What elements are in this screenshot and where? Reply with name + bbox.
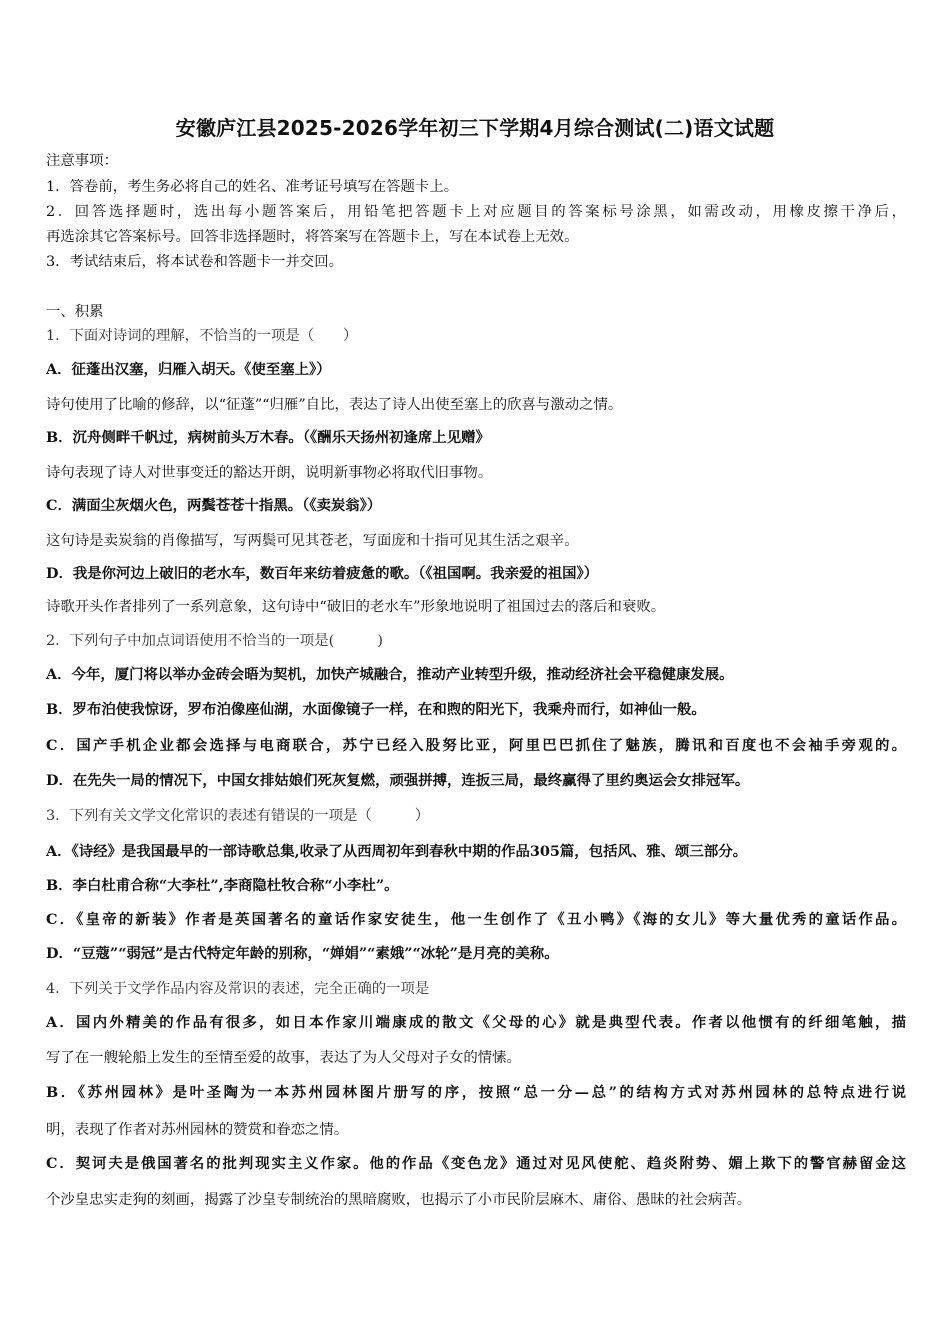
q4-option-a: A．国内外精美的作品有很多，如日本作家川端康成的散文《父母的心》就是典型代表。作者以他惯有的纤细笔触，描 bbox=[46, 1014, 906, 1031]
q1-option-d-note: 诗歌开头作者排列了一系列意象，这句诗中“破旧的老水车”形象地说明了祖国过去的落后和衰败。 bbox=[46, 599, 666, 615]
q1-option-b: B．沉舟侧畔千帆过，病树前头万木春。（《酬乐天扬州初逢席上见赠》 bbox=[46, 429, 490, 446]
q3-option-d: D．“豆蔻”“弱冠”是古代特定年龄的别称，“婵娟”“素娥”“冰轮”是月亮的美称。 bbox=[46, 945, 559, 962]
q3-stem: 3．下列有关文学文化常识的表述有错误的一项是（ ） bbox=[46, 808, 430, 824]
q2-option-d: D．在先失一局的情况下，中国女排姑娘们死灰复燃，顽强拼搏，连扳三局，最终赢得了里约奥运会女排冠军。 bbox=[46, 772, 750, 789]
q2-option-b: B．罗布泊使我惊讶，罗布泊像座仙湖，水面像镜子一样，在和煦的阳光下，我乘舟而行，如神仙一般。 bbox=[46, 701, 706, 718]
q1-stem: 1．下面对诗词的理解，不恰当的一项是（ ） bbox=[46, 328, 358, 344]
q1-option-a: A．征蓬出汉塞，归雁入胡天。《使至塞上》） bbox=[46, 361, 331, 378]
q1-option-b-note: 诗句表现了诗人对世事变迁的豁达开朗，说明新事物必将取代旧事物。 bbox=[46, 465, 493, 481]
notice-item-1: 1．答卷前，考生务必将自己的姓名、准考证号填写在答题卡上。 bbox=[46, 179, 459, 195]
q4-option-b: B．《苏州园林》是叶圣陶为一本苏州园林图片册写的序，按照“总一分—总”的结构方式对苏州园林的总特点进行说 bbox=[46, 1084, 906, 1101]
q3-option-a: A．《诗经》是我国最早的一部诗歌总集,收录了从西周初年到春秋中期的作品305篇，包括风、雅、颂三部分。 bbox=[46, 843, 747, 860]
q1-option-a-note: 诗句使用了比喻的修辞，以“征蓬”“归雁”自比，表达了诗人出使至塞上的欣喜与激动之情。 bbox=[46, 397, 623, 413]
notice-heading: 注意事项： bbox=[46, 153, 118, 169]
notice-item-2: 2．回答选择题时，选出每小题答案后，用铅笔把答题卡上对应题目的答案标号涂黑，如需改动，用橡皮擦干净后， bbox=[46, 204, 906, 220]
q2-stem: 2．下列句子中加点词语使用不恰当的一项是( ) bbox=[46, 633, 383, 649]
q2-option-c: C．国产手机企业都会选择与电商联合，苏宁已经入股努比亚，阿里巴巴抓住了魅族，腾讯和百度也不会袖手旁观的。 bbox=[46, 737, 906, 754]
page-title: 安徽庐江县2025-2026学年初三下学期4月综合测试(二)语文试题 bbox=[175, 116, 775, 140]
q4-option-a-cont: 写了在一艘轮船上发生的至情至爱的故事，表达了为人父母对子女的情愫。 bbox=[46, 1050, 521, 1066]
section-heading: 一、积累 bbox=[46, 304, 104, 320]
q4-option-c: C．契诃夫是俄国著名的批判现实主义作家。他的作品《变色龙》通过对见风使舵、趋炎附势、媚上欺下的警官赫留金这 bbox=[46, 1155, 906, 1172]
q1-option-c: C．满面尘灰烟火色，两鬓苍苍十指黑。（《卖炭翁》） bbox=[46, 497, 382, 514]
q1-option-d: D．我是你河边上破旧的老水车，数百年来纺着疲惫的歌。（《祖国啊。我亲爱的祖国》） bbox=[46, 565, 599, 582]
notice-item-3: 3．考试结束后，将本试卷和答题卡一并交回。 bbox=[46, 254, 343, 270]
q3-option-c: C．《皇帝的新装》作者是英国著名的童话作家安徒生，他一生创作了《丑小鸭》《海的女儿》等大量优秀的童话作品。 bbox=[46, 911, 906, 928]
notice-item-2-cont: 再选涂其它答案标号。回答非选择题时，将答案写在答题卡上，写在本试卷上无效。 bbox=[46, 229, 579, 245]
q4-option-c-cont: 个沙皇忠实走狗的刻画，揭露了沙皇专制统治的黑暗腐败，也揭示了小市民阶层麻木、庸俗、愚昧的社会病苦。 bbox=[46, 1192, 752, 1208]
q3-option-b: B．李白杜甫合称“大李杜”,李商隐杜牧合称“小李杜”。 bbox=[46, 877, 399, 894]
q2-option-a: A．今年，厦门将以举办金砖会晤为契机，加快产城融合，推动产业转型升级，推动经济社会平稳健康发展。 bbox=[46, 666, 734, 683]
q4-stem: 4．下列关于文学作品内容及常识的表述，完全正确的一项是 bbox=[46, 981, 430, 997]
q1-option-c-note: 这句诗是卖炭翁的肖像描写，写两鬓可见其苍老，写面庞和十指可见其生活之艰辛。 bbox=[46, 533, 579, 549]
q4-option-b-cont: 明，表现了作者对苏州园林的赞赏和眷恋之情。 bbox=[46, 1122, 349, 1138]
